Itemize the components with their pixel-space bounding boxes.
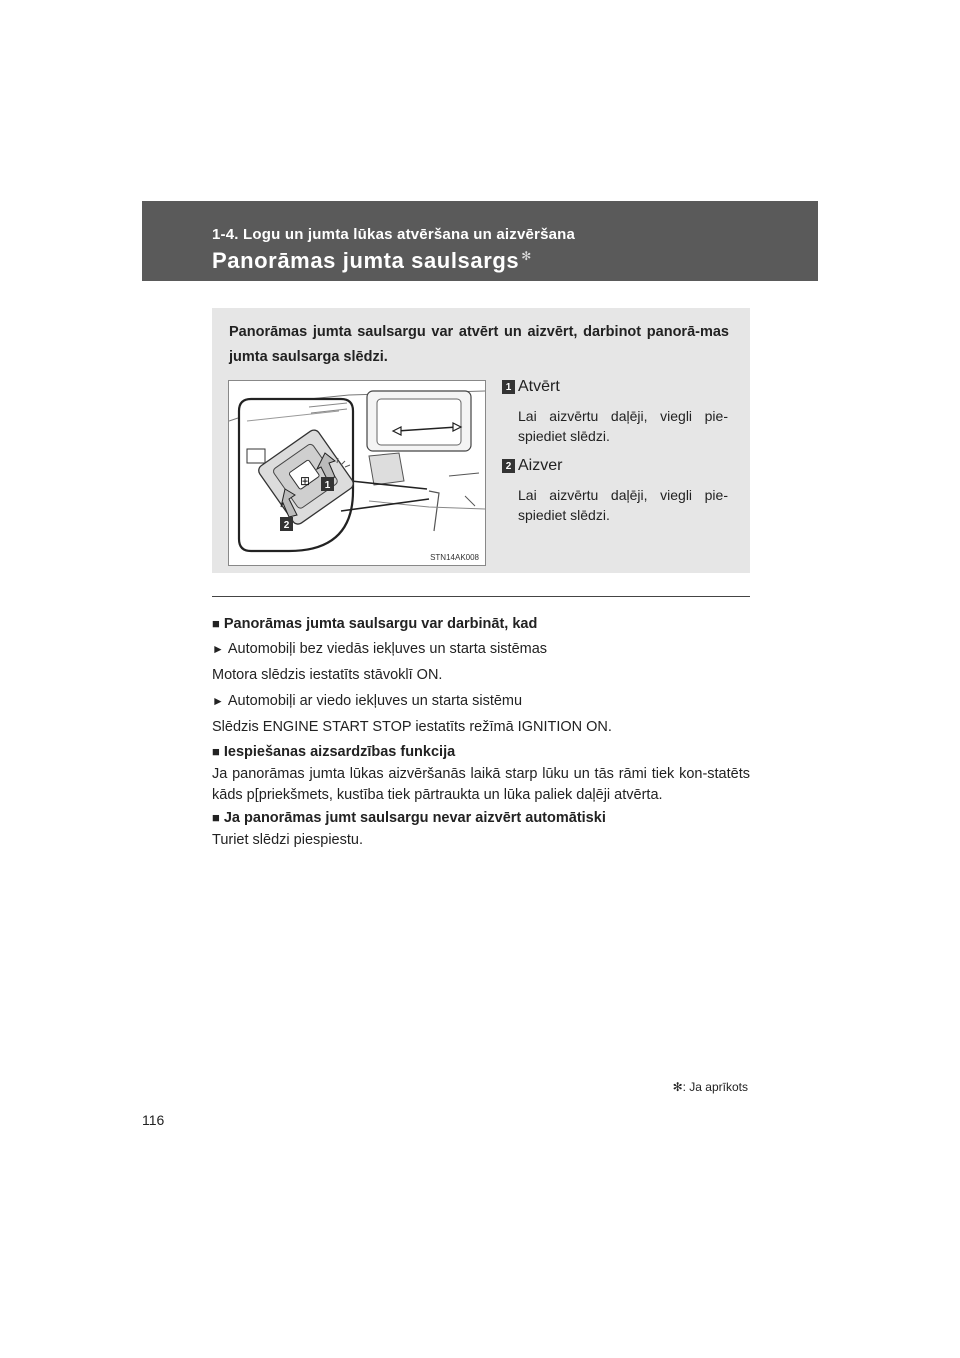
subheading-operation: ■ Panorāmas jumta saulsargu var darbināt, kad: [212, 616, 538, 632]
list-item: ► Automobiļi ar viedo iekļuves un starta sistēmu: [212, 693, 523, 709]
illustration: [228, 380, 486, 566]
step-number: 1: [502, 380, 515, 394]
square-bullet-icon: ■: [212, 744, 220, 759]
step-open: [502, 378, 728, 446]
triangle-bullet-icon: ►: [212, 642, 224, 656]
triangle-bullet-icon: ►: [212, 694, 224, 708]
figure-label-2: 2: [283, 520, 290, 531]
page-number: 116: [142, 1112, 165, 1128]
square-bullet-icon: ■: [212, 616, 220, 631]
paragraph: Turiet slēdzi piespiestu.: [212, 832, 363, 848]
equipment-mark-icon: ✻: [672, 1080, 683, 1094]
equipment-mark: ✻: [521, 248, 532, 263]
subheading-manual-close: ■ Ja panorāmas jumt saulsargu nevar aizvērt automātiski: [212, 810, 606, 826]
content: [212, 612, 750, 851]
paragraph: Ja panorāmas jumta lūkas aizvēršanās laikā starp lūku un tās rāmi tiek kon-statēts kāds p[priekšmets, kustība tiek pārtraukta un lūka paliek daļēji atvērta.: [212, 766, 750, 803]
list-item: ► Automobiļi bez viedās iekļuves un starta sistēmas: [212, 641, 548, 657]
svg-text:⊞: ⊞: [299, 474, 311, 488]
intro-text: Panorāmas jumta saulsargu var atvērt un aizvērt, darbinot panorā-mas jumta saulsarga slēdzi.: [229, 324, 729, 365]
step-text: Lai aizvērtu daļēji, viegli pie-spiediet slēdzi.: [518, 487, 728, 523]
step-close: [502, 457, 728, 525]
figure-code: STN14AK008: [430, 553, 479, 562]
section-title: 1-4. Logu un jumta lūkas atvēršana un aizvēršana: [212, 226, 576, 243]
page-title-text: Panorāmas jumta saulsargs: [212, 248, 520, 273]
step-text: Lai aizvērtu daļēji, viegli pie-spiediet slēdzi.: [518, 408, 728, 444]
step-title: Atvērt: [518, 378, 560, 395]
figure-label-1: 1: [324, 480, 331, 491]
square-bullet-icon: ■: [212, 810, 220, 825]
info-box: [212, 308, 750, 573]
divider: [212, 596, 750, 597]
sunshade-switch-illustration: [229, 381, 485, 565]
list-item-detail: Motora slēdzis iestatīts stāvoklī ON.: [212, 667, 443, 683]
list-item-detail: Slēdzis ENGINE START STOP iestatīts režīmā IGNITION ON.: [212, 719, 612, 735]
footnote: ✻: Ja aprīkots: [672, 1080, 748, 1094]
subheading-jam-protection: ■ Iespiešanas aizsardzības funkcija: [212, 744, 456, 760]
step-number: 2: [502, 459, 515, 473]
page-title: [212, 248, 532, 274]
step-title: Aizver: [518, 457, 563, 474]
